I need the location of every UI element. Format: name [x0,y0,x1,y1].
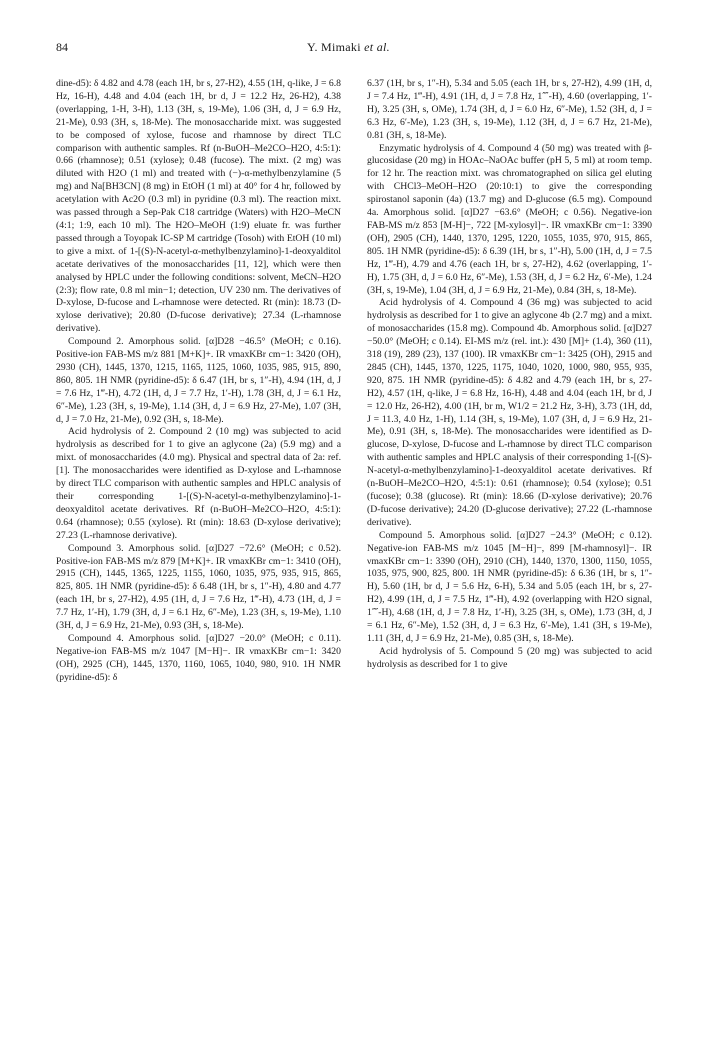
running-head-author: Y. Mimaki [307,40,361,54]
paragraph: dine-d5): δ 4.82 and 4.78 (each 1H, br s, 27-H2), 4.55 (1H, q-like, J = 6.8 Hz, 16-H), 4.48 and 4.04 (each 1H, br d, J = 12.2 Hz, 26-H2), 4.38 (overlapping, 1-H, 3-H), 1.13 (3H, s, 19-Me), 1.06 (3H, d, J = 6.9 Hz, 21-Me), 0.93 (3H, s, 18-Me). The monosaccharide mixt. was suggested to be composed of xylose, fucose and rhamnose by direct TLC comparison with authentic samples. Rf (n-BuOH–Me2CO–H2O, 4:5:1): 0.66 (rhamnose); 0.51 (xylose); 0.48 (fucose). The mixt. (2 mg) was diluted with H2O (1 ml) and treated with (−)-α-methylbenzylamine (5 mg) and Na[BH3CN] (8 mg) in EtOH (1 ml) at 40° for 4 hr, followed by acetylation with Ac2O (0.3 ml) in pyridine (0.3 ml). The reaction mixt. was passed through a Sep-Pak C18 cartridge (Waters) with H2O–MeCN (4:1; 1:9, each 10 ml). The H2O–MeOH (1:9) eluate fr. was further passed through a Toyopak IC-SP M cartridge (Tosoh) with EtOH (10 ml) to give a mixt. of 1-[(S)-N-acetyl-α-methylbenzylamino]-1-deoxyalditol acetate derivatives of the monosaccharides [11, 12], which were then analysed by HPLC under the following conditions: solvent, MeCN–H2O (2:3); flow rate, 0.8 ml min−1; detection, UV 230 nm. The derivatives of D-xylose, D-fucose and L-rhamnose were detected. Rt (min): 18.73 (D-xylose derivative); 20.80 (D-fucose derivative); 27.34 (L-rhamnose derivative). [56,78,341,335]
paragraph: 6.37 (1H, br s, 1″-H), 5.34 and 5.05 (each 1H, br s, 27-H2), 4.99 (1H, d, J = 7.4 Hz, 1‴-H), 4.91 (1H, d, J = 7.8 Hz, 1⁗-H), 4.60 (overlapping, 1′-H), 3.25 (3H, s, OMe), 1.74 (3H, d, J = 6.0 Hz, 6″-Me), 1.52 (3H, d, J = 6.3 Hz, 6′-Me), 1.23 (3H, s, 19-Me), 1.12 (3H, d, J = 6.7 Hz, 21-Me), 0.81 (3H, s, 18-Me). [367,78,652,141]
page-number: 84 [56,40,68,54]
left-column [56,78,341,1014]
paragraph: Acid hydrolysis of 4. Compound 4 (36 mg) was subjected to acid hydrolysis as described for 1 to give an aglycone 4b (2.7 mg) and a mixt. of monosaccharides (15.8 mg). Compound 4b. Amorphous solid. [α]D27 −50.0° (MeOH; c 0.14). EI-MS m/z (rel. int.): 430 [M]+ (1.4), 360 (11), 318 (19), 289 (23), 137 (100). IR νmaxKBr cm−1: 3425 (OH), 2915 and 2845 (CH), 1445, 1370, 1225, 1175, 1040, 1020, 1000, 980, 955, 935, 920, 875. 1H NMR (pyridine-d5): δ 4.82 and 4.79 (each 1H, br s, 27-H2), 4.57 (1H, q-like, J = 6.8 Hz, 16-H), 4.48 and 4.04 (each 1H, br d, J = 12.0 Hz, 26-H2), 4.00 (1H, br m, W1/2 = 21.2 Hz, 3-H), 3.73 (1H, dd, J = 11.3, 4.0 Hz, 1-H), 1.14 (3H, s, 19-Me), 1.07 (3H, d, J = 6.9 Hz, 21-Me), 0.91 (3H, s, 18-Me). The monosaccharides were identified as D-glucose, D-xylose, D-fucose and L-rhamnose by direct TLC comparison with authentic samples and HPLC analysis of their corresponding 1-[(S)-N-acetyl-α-methylbenzylamino]-1-deoxyalditol acetate derivatives. Rf (n-BuOH–Me2CO–H2O, 4:5:1): 0.61 (rhamnose); 0.54 (xylose); 0.51 (fucose); 0.38 (glucose). Rt (min): 18.66 (D-xylose derivative); 20.76 (D-fucose derivative); 24.20 (D-glucose derivative); 27.22 (L-rhamnose derivative). [367,297,652,528]
body-columns [56,78,652,1014]
running-head-etal: et al. [364,40,390,54]
paragraph: Compound 3. Amorphous solid. [α]D27 −72.6° (MeOH; c 0.52). Positive-ion FAB-MS m/z 879 [M+K]+. IR νmaxKBr cm−1: 3410 (OH), 2915 (CH), 1445, 1365, 1225, 1155, 1060, 1035, 975, 935, 915, 865, 825, 805. 1H NMR (pyridine-d5): δ 6.48 (1H, br s, 1″-H), 4.80 and 4.77 (each 1H, br s, 27-H2), 4.95 (1H, d, J = 7.6 Hz, 1‴-H), 4.73 (1H, d, J = 7.7 Hz, 1′-H), 1.79 (3H, d, J = 6.1 Hz, 6″-Me), 1.23 (3H, s, 19-Me), 1.10 (3H, d, J = 6.9 Hz, 21-Me), 0.93 (3H, s, 18-Me). [56,542,341,632]
page-header [56,40,641,60]
running-head [56,40,641,55]
paragraph: Compound 2. Amorphous solid. [α]D28 −46.5° (MeOH; c 0.16). Positive-ion FAB-MS m/z 881 [M+K]+. IR νmaxKBr cm−1: 3420 (OH), 2930 (CH), 1445, 1370, 1215, 1165, 1125, 1060, 1035, 985, 915, 890, 860, 805. 1H NMR (pyridine-d5): δ 6.47 (1H, br s, 1″-H), 4.94 (1H, d, J = 7.6 Hz, 1‴-H), 4.72 (1H, d, J = 7.7 Hz, 1′-H), 1.78 (3H, d, J = 6.1 Hz, 6″-Me), 1.23 (3H, s, 19-Me), 1.14 (3H, d, J = 6.9 Hz, 27-Me), 1.07 (3H, d, J = 7.0 Hz, 21-Me), 0.92 (3H, s, 18-Me). [56,336,341,425]
paragraph: Compound 4. Amorphous solid. [α]D27 −20.0° (MeOH; c 0.11). Negative-ion FAB-MS m/z 1047 [M−H]−. IR νmaxKBr cm−1: 3420 (OH), 2925 (CH), 1445, 1370, 1160, 1065, 1040, 980, 910. 1H NMR (pyridine-d5): δ [56,632,341,683]
paragraph: Compound 5. Amorphous solid. [α]D27 −24.3° (MeOH; c 0.12). Negative-ion FAB-MS m/z 1045 [M−H]−, 899 [M-rhamnosyl]−. IR νmaxKBr cm−1: 3390 (OH), 2910 (CH), 1440, 1370, 1300, 1150, 1055, 1035, 975, 900, 825, 800. 1H NMR (pyridine-d5): δ 6.36 (1H, br s, 1″-H), 5.60 (1H, br d, J = 5.6 Hz, 6-H), 5.34 and 5.05 (each 1H, br s, 27-H2), 4.99 (1H, d, J = 7.5 Hz, 1‴-H), 4.92 (overlapping with H2O signal, 1⁗-H), 4.68 (1H, d, J = 7.8 Hz, 1′-H), 3.25 (3H, s, OMe), 1.73 (3H, d, J = 6.1 Hz, 6″-Me), 1.52 (3H, d, J = 6.3 Hz, 6′-Me), 1.41 (3H, s 19-Me), 1.11 (3H, d, J = 6.9 Hz, 21-Me), 0.85 (3H, s, 18-Me). [367,529,652,644]
paragraph: Enzymatic hydrolysis of 4. Compound 4 (50 mg) was treated with β-glucosidase (20 mg) in HOAc–NaOAc buffer (pH 5, 5 ml) at room temp. for 12 hr. The reaction mixt. was chromatographed on silica gel eluting with CHCl3–MeOH–H2O (20:10:1) to give the corresponding spirostanol saponin (4a) (13.7 mg) and D-glucose (6.5 mg). Compound 4a. Amorphous solid. [α]D27 −63.6° (MeOH; c 0.56). Negative-ion FAB-MS m/z 853 [M-H]−, 722 [M-xylosyl]−. IR νmaxKBr cm−1: 3390 (OH), 2905 (CH), 1440, 1370, 1295, 1220, 1055, 1035, 970, 915, 865, 805. 1H NMR (pyridine-d5): δ 6.39 (1H, br s, 1″-H), 5.00 (1H, d, J = 7.5 Hz, 1‴-H), 4.79 and 4.76 (each 1H, br s, 27-H2), 4.62 (overlapping, 1′-H), 1.75 (3H, d, J = 6.0 Hz, 6″-Me), 1.53 (3H, d, J = 6.2 Hz, 6′-Me), 1.24 (3H, s, 19-Me), 1.04 (3H, d, J = 6.9 Hz, 21-Me), 0.84 (3H, s, 18-Me). [367,142,652,296]
paragraph: Acid hydrolysis of 2. Compound 2 (10 mg) was subjected to acid hydrolysis as described for 1 to give an aglycone (2a) (5.9 mg) and a mixt. of monosaccharides (4.0 mg). Physical and spectral data of 2a: ref. [1]. The monosaccharides were identified as D-xylose and L-rhamnose by direct TLC comparison with authentic samples and HPLC analysis of their corresponding 1-[(S)-N-acetyl-α-methylbenzylamino]-1-deoxyalditol acetate derivatives. Rf (n-BuOH–Me2CO–H2O, 4:5:1): 0.64 (rhamnose); 0.55 (xylose). Rt (min): 18.63 (D-xylose derivative); 27.23 (L-rhamnose derivative). [56,426,341,541]
paragraph: Acid hydrolysis of 5. Compound 5 (20 mg) was subjected to acid hydrolysis as described for 1 to give [367,645,652,670]
right-column [367,78,652,1014]
